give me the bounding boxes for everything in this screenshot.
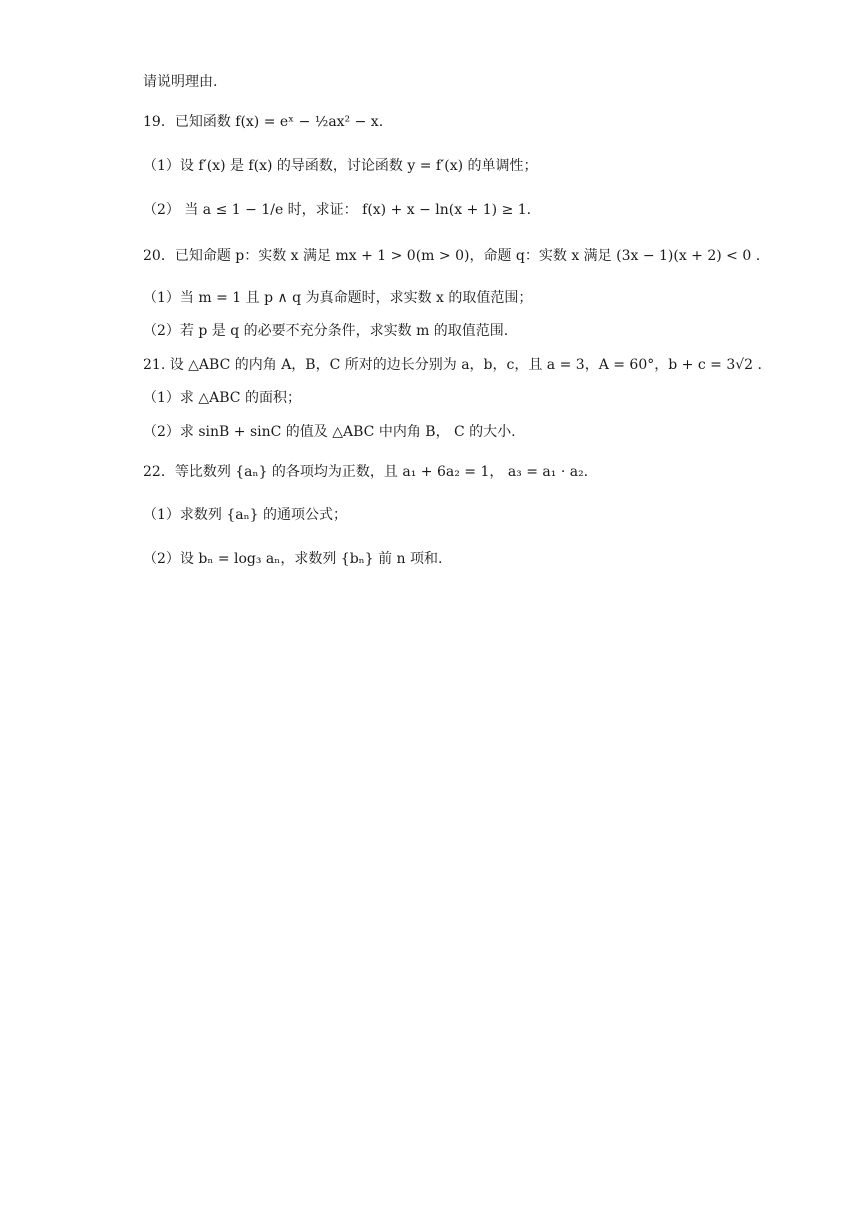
question-22-stem: 22．等比数列 {aₙ} 的各项均为正数，且 a₁ + 6a₂ = 1， a₃ = a₁ · a₂. xyxy=(143,464,589,480)
question-21-stem: 21. 设 △ABC 的内角 A，B，C 所对的边长分别为 a，b，c，且 a = 3，A = 60°，b + c = 3√2 . xyxy=(143,357,762,373)
question-20-part-2: （2）若 p 是 q 的必要不充分条件，求实数 m 的取值范围. xyxy=(143,323,509,339)
question-20-stem: 20．已知命题 p：实数 x 满足 mx + 1 > 0(m > 0)，命题 q：实数 x 满足 (3x − 1)(x + 2) < 0 . xyxy=(143,248,761,264)
question-21-part-2: （2）求 sinB + sinC 的值及 △ABC 中内角 B， C 的大小. xyxy=(143,424,516,440)
question-22-part-2: （2）设 bₙ = log₃ aₙ，求数列 {bₙ} 前 n 项和. xyxy=(143,551,443,567)
question-19-part-1: （1）设 f′(x) 是 f(x) 的导函数，讨论函数 y = f′(x) 的单调性； xyxy=(143,158,538,174)
question-19-part-2: （2） 当 a ≤ 1 − 1/e 时，求证： f(x) + x − ln(x + 1) ≥ 1. xyxy=(143,202,532,218)
question-22-part-1: （1）求数列 {aₙ} 的通项公式； xyxy=(143,507,348,523)
question-19-stem: 19．已知函数 f(x) = eˣ − ½ax² − x. xyxy=(143,114,384,130)
question-21-part-1: （1）求 △ABC 的面积； xyxy=(143,390,301,406)
question-20-part-1: （1）当 m = 1 且 p ∧ q 为真命题时，求实数 x 的取值范围； xyxy=(143,290,533,306)
text-line-continuation: 请说明理由. xyxy=(143,74,218,90)
